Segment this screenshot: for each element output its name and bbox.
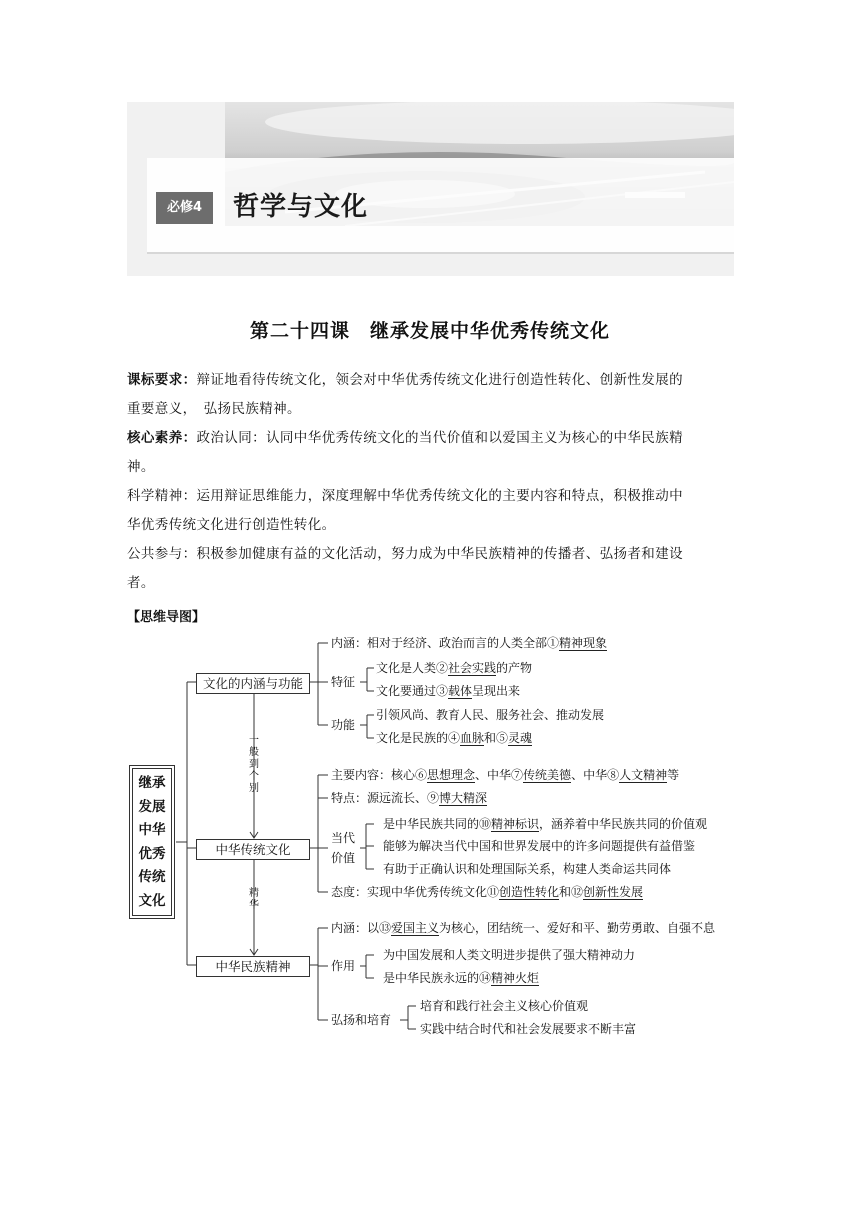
- science-text-2: 华优秀传统文化进行创造性转化。: [127, 517, 336, 533]
- connector-label-2: 精 华: [249, 888, 259, 911]
- b2-value-2: 能够为解决当代中国和世界发展中的许多问题提供有益借鉴: [383, 839, 696, 853]
- connector-label-1: 一 般 到 个 别: [249, 735, 259, 794]
- root-line-1: 继承: [138, 775, 166, 791]
- b1-tezheng-2: 文化要通过③载体呈现出来: [376, 684, 521, 698]
- b2-attitude: 态度：实现中华优秀传统文化⑪创造性转化和⑫创新性发展: [331, 885, 644, 899]
- b3-zuoyong-2: 是中华民族永远的⑭精神火炬: [383, 971, 540, 985]
- b3-promote-1: 培育和践行社会主义核心价值观: [420, 999, 589, 1013]
- answer-5: 灵魂: [508, 731, 533, 745]
- lesson-title: 第二十四课 继承发展中华优秀传统文化: [249, 320, 610, 342]
- requirements-text-2: 重要意义， 弘扬民族精神。: [127, 401, 301, 417]
- answer-11: 创造性转化: [499, 885, 560, 899]
- b1-gongneng-label: 功能: [331, 718, 356, 732]
- answer-8: 人文精神: [619, 768, 668, 782]
- b3-promote-2: 实践中结合时代和社会发展要求不断丰富: [420, 1022, 637, 1036]
- core-label: 核心素养：: [127, 430, 197, 446]
- b2-value-label-2: 价值: [331, 851, 356, 865]
- root-line-5: 传统: [138, 869, 166, 885]
- answer-7: 传统美德: [523, 768, 572, 782]
- b2-value-label-1: 当代: [331, 831, 356, 845]
- b3-zuoyong-1: 为中国发展和人类文明进步提供了强大精神动力: [383, 948, 636, 962]
- requirements-label: 课标要求：: [127, 372, 197, 388]
- node-traditional-culture: 中华传统文化: [196, 839, 310, 860]
- answer-4: 血脉: [460, 731, 485, 745]
- root-line-3: 中华: [138, 822, 166, 838]
- root-line-6: 文化: [138, 892, 166, 909]
- node-national-spirit: 中华民族精神: [196, 956, 310, 977]
- b2-value-1: 是中华民族共同的⑩精神标识，涵养着中华民族共同的价值观: [383, 817, 708, 831]
- public-text-1: 公共参与：积极参加健康有益的文化活动，努力成为中华民族精神的传播者、弘扬者和建设: [127, 546, 683, 562]
- b2-value-3: 有助于正确认识和处理国际关系，构建人类命运共同体: [383, 862, 672, 876]
- answer-10: 精神标识: [491, 817, 540, 831]
- volume-badge: 必修4: [156, 192, 213, 224]
- node-culture-meaning: 文化的内涵与功能: [196, 673, 310, 694]
- root-node: [132, 768, 172, 916]
- b3-neihan: 内涵：以⑬爱国主义为核心，团结统一、爱好和平、勤劳勇敢、自强不息: [331, 921, 716, 935]
- mindmap-label: 【思维导图】: [127, 610, 206, 625]
- answer-6: 思想理念: [427, 768, 476, 782]
- science-text-1: 科学精神：运用辩证思维能力，深度理解中华优秀传统文化的主要内容和特点，积极推动中: [127, 488, 683, 504]
- core-text-2: 神。: [127, 459, 155, 475]
- answer-1: 精神现象: [559, 636, 608, 650]
- answer-12: 创新性发展: [583, 885, 644, 899]
- b2-main-content: 主要内容：核心⑥思想理念、中华⑦传统美德、中华⑧人文精神等: [331, 768, 680, 782]
- answer-13: 爱国主义: [391, 921, 440, 935]
- b2-features: 特点：源远流长、⑨博大精深: [331, 791, 488, 805]
- answer-3: 载体: [448, 684, 473, 698]
- public-text-2: 者。: [127, 575, 155, 591]
- b1-gongneng-2: 文化是民族的④血脉和⑤灵魂: [376, 731, 533, 745]
- answer-9: 博大精深: [439, 791, 488, 805]
- b1-tezheng-label: 特征: [331, 675, 356, 689]
- answer-2: 社会实践: [448, 661, 497, 675]
- core-text-1: 政治认同：认同中华优秀传统文化的当代价值和以爱国主义为核心的中华民族精: [196, 430, 683, 446]
- answer-14: 精神火炬: [491, 971, 540, 985]
- b1-gongneng-1: 引领风尚、教育人民、服务社会、推动发展: [376, 708, 605, 722]
- b1-neihan: 内涵：相对于经济、政治而言的人类全部①精神现象: [331, 636, 608, 650]
- volume-title: 哲学与文化: [233, 192, 369, 222]
- b3-promote-label: 弘扬和培育: [331, 1013, 392, 1027]
- root-line-4: 优秀: [138, 845, 166, 862]
- b1-tezheng-1: 文化是人类②社会实践的产物: [376, 661, 533, 675]
- b3-zuoyong-label: 作用: [331, 959, 356, 973]
- requirements-text-1: 辩证地看待传统文化，领会对中华优秀传统文化进行创造性转化、创新性发展的: [196, 372, 683, 388]
- root-line-2: 发展: [138, 798, 166, 815]
